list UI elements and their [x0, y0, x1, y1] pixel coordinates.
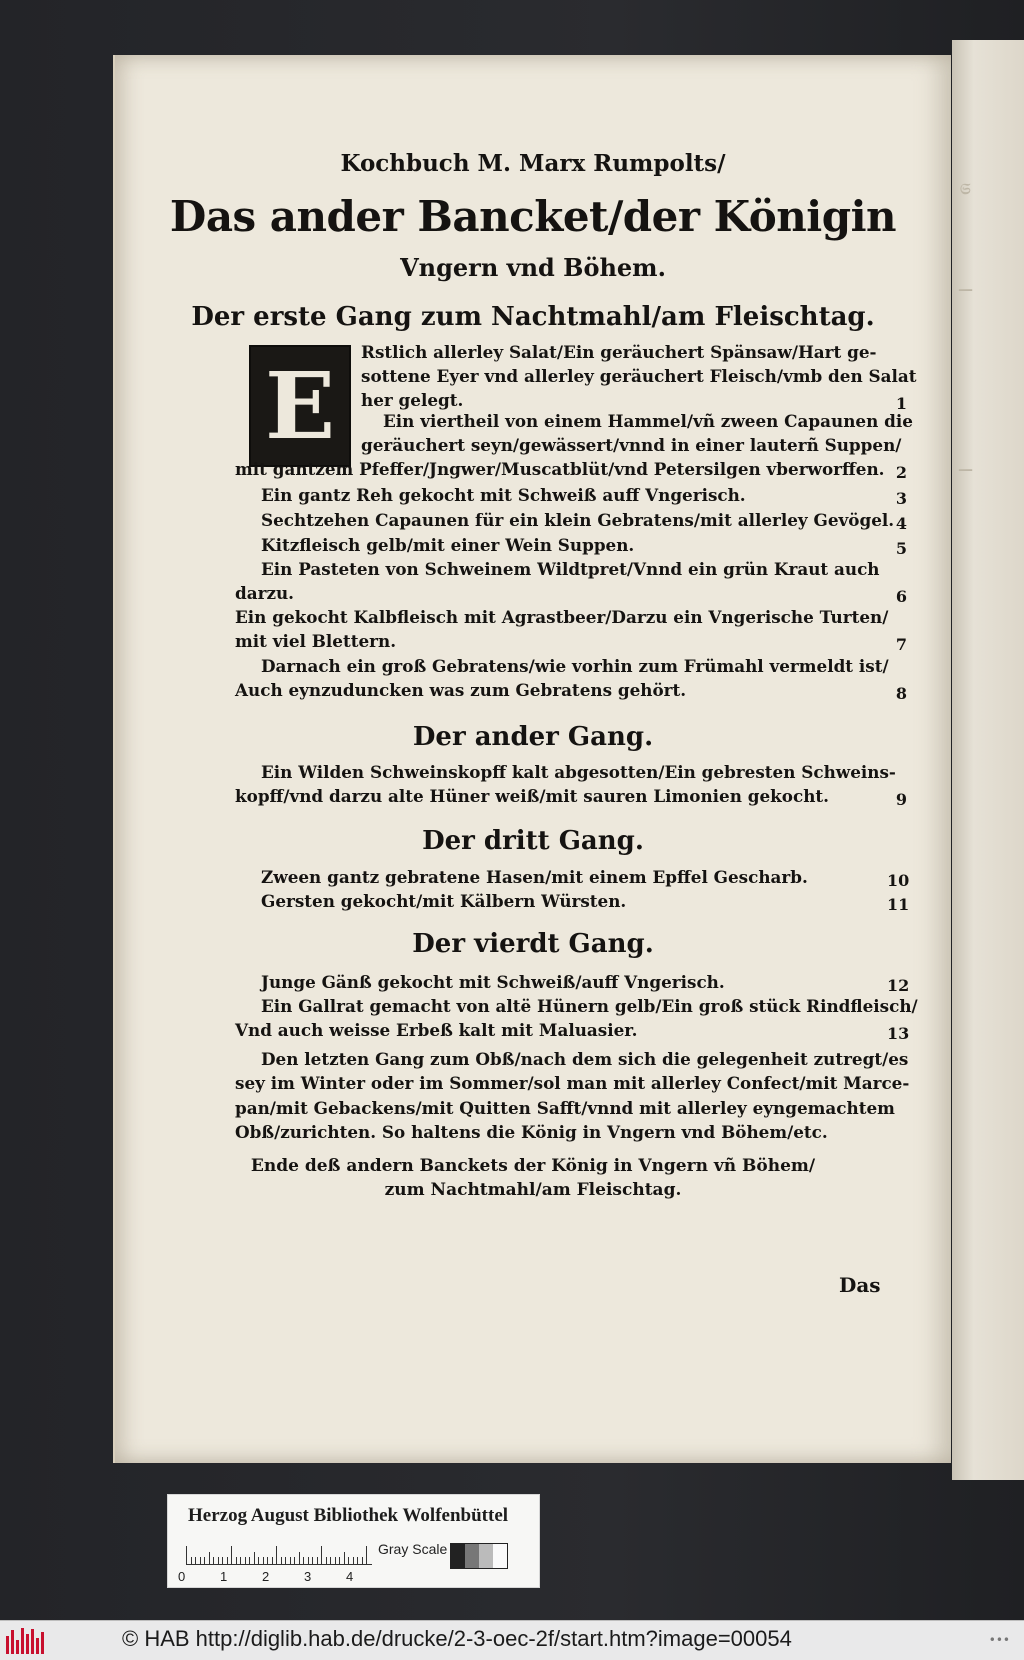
- course-heading-1: Der erste Gang zum Nachtmahl/am Fleischtag.: [191, 302, 875, 332]
- text-line: Kitzfleisch gelb/mit einer Wein Suppen.: [261, 535, 635, 555]
- ruler-tick: [299, 1552, 300, 1564]
- ruler-tick: [191, 1557, 192, 1564]
- ruler-tick: [312, 1557, 313, 1564]
- ruler-tick: [249, 1557, 250, 1564]
- dish-number: 2: [895, 463, 907, 482]
- text-line: Auch eynzuduncken was zum Gebratens gehört.: [235, 680, 687, 700]
- dish-number: 1: [895, 394, 907, 413]
- ruler-tick: [290, 1557, 291, 1564]
- text-line: Ein Gallrat gemacht von altë Hünern gelb/Ein groß stück Rindfleisch/: [261, 996, 918, 1016]
- more-icon[interactable]: •••: [988, 1633, 1010, 1647]
- text-line: Ein gekocht Kalbfleisch mit Agrastbeer/Darzu ein Vngerische Turten/: [235, 607, 889, 627]
- text-line: Gersten gekocht/mit Kälbern Würsten.: [261, 891, 627, 911]
- dish-number: 5: [895, 539, 907, 558]
- ruler-tick: [353, 1557, 354, 1564]
- ruler-number: 4: [346, 1569, 354, 1584]
- ruler-tick: [213, 1557, 214, 1564]
- ruler-tick: [272, 1557, 273, 1564]
- text-line: darzu.: [235, 583, 295, 603]
- text-line: sottene Eyer vnd allerley geräuchert Fleisch/vmb den Salat: [361, 366, 917, 386]
- ruler-number: 0: [178, 1569, 186, 1584]
- gray-scale-label: Gray Scale: [378, 1541, 448, 1557]
- ruler-tick: [335, 1557, 336, 1564]
- footer-bar: [0, 1620, 1024, 1660]
- ruler-tick: [326, 1557, 327, 1564]
- ruler-tick: [303, 1557, 304, 1564]
- ruler-tick: [209, 1552, 210, 1564]
- ruler-tick: [200, 1557, 201, 1564]
- ending-line: Ende deß andern Banckets der König in Vngern vñ Böhem/: [250, 1156, 816, 1176]
- text-line: Sechtzehen Capaunen für ein klein Gebratens/mit allerley Gevögel.: [261, 510, 895, 530]
- ruler-tick: [240, 1557, 241, 1564]
- text-line: Obß/zurichten. So haltens die König in Vngern vnd Böhem/etc.: [235, 1122, 828, 1142]
- text-line: Vnd auch weisse Erbeß kalt mit Maluasier.: [235, 1020, 638, 1040]
- dish-number: 12: [887, 976, 910, 995]
- ruler-tick: [231, 1546, 232, 1564]
- ruler-tick: [362, 1557, 363, 1564]
- ruler-number: 2: [262, 1569, 270, 1584]
- hab-logo-icon: [6, 1627, 46, 1654]
- dish-number: 7: [895, 635, 907, 654]
- text-line: Den letzten Gang zum Obß/nach dem sich die gelegenheit zutregt/es: [261, 1049, 909, 1069]
- ruler-tick: [254, 1552, 255, 1564]
- ruler-tick: [267, 1557, 268, 1564]
- ruler-tick: [281, 1557, 282, 1564]
- ruler-tick: [344, 1552, 345, 1564]
- dish-number: 10: [887, 871, 910, 890]
- initial-letter: E: [264, 352, 336, 460]
- text-line: Junge Gänß gekocht mit Schweiß/auff Vngerisch.: [261, 972, 725, 992]
- ruler-tick: [294, 1557, 295, 1564]
- course-heading-3: Der dritt Gang.: [422, 826, 644, 856]
- ruler-tick: [348, 1557, 349, 1564]
- ruler: [186, 1542, 372, 1565]
- dish-number: 9: [895, 790, 907, 809]
- ruler-number: 3: [304, 1569, 312, 1584]
- ruler-tick: [308, 1557, 309, 1564]
- course-heading-4: Der vierdt Gang.: [412, 929, 654, 959]
- ruler-tick: [258, 1557, 259, 1564]
- ruler-tick: [195, 1557, 196, 1564]
- text-line: Ein viertheil von einem Hammel/vñ zween Capaunen die: [383, 411, 913, 431]
- text-line: sey im Winter oder im Sommer/sol man mit allerley Confect/mit Marce-: [235, 1073, 910, 1093]
- text-line: kopff/vnd darzu alte Hüner weiß/mit sauren Limonien gekocht.: [235, 786, 829, 806]
- book-page: [113, 55, 951, 1463]
- ruler-tick: [263, 1557, 264, 1564]
- course-heading-2: Der ander Gang.: [412, 722, 654, 752]
- dish-number: 11: [887, 895, 910, 914]
- text-line: mit viel Blettern.: [235, 631, 397, 651]
- ruler-tick: [285, 1557, 286, 1564]
- ruler-tick: [276, 1546, 277, 1564]
- ending-line: zum Nachtmahl/am Fleischtag.: [384, 1180, 682, 1200]
- ruler-tick: [366, 1546, 367, 1564]
- text-line: Darnach ein groß Gebratens/wie vorhin zum Frümahl vermeldt ist/: [261, 656, 889, 676]
- text-line: Ein Wilden Schweinskopff kalt abgesotten/Ein gebresten Schweins-: [261, 762, 896, 782]
- text-line: pan/mit Gebackens/mit Quitten Safft/vnnd mit allerley eyngemachtem: [235, 1098, 895, 1118]
- ruler-tick: [339, 1557, 340, 1564]
- dish-number: 13: [887, 1024, 910, 1043]
- ruler-tick: [186, 1546, 187, 1564]
- text-line: Ein gantz Reh gekocht mit Schweiß auff Vngerisch.: [261, 485, 746, 505]
- running-header: Kochbuch M. Marx Rumpolts/: [340, 150, 726, 177]
- page-subtitle: Vngern vnd Böhem.: [400, 253, 666, 282]
- text-line: Zween gantz gebratene Hasen/mit einem Epffel Gescharb.: [261, 867, 808, 887]
- ruler-tick: [227, 1557, 228, 1564]
- ruler-number: 1: [220, 1569, 228, 1584]
- catchword: Das: [839, 1273, 881, 1297]
- ruler-tick: [245, 1557, 246, 1564]
- facing-page: 𝔖 — —: [952, 40, 1024, 1480]
- text-line: geräuchert seyn/gewässert/vnnd in einer lauterñ Suppen/: [361, 435, 902, 455]
- ruler-tick: [330, 1557, 331, 1564]
- ruler-tick: [236, 1557, 237, 1564]
- ruler-tick: [357, 1557, 358, 1564]
- ruler-tick: [321, 1546, 322, 1564]
- ruler-tick: [222, 1557, 223, 1564]
- footer-url[interactable]: © HAB http://diglib.hab.de/drucke/2-3-oec-2f/start.htm?image=00054: [122, 1626, 792, 1651]
- text-line: Ein Pasteten von Schweinem Wildtpret/Vnnd ein grün Kraut auch: [261, 559, 880, 579]
- dish-number: 8: [895, 684, 907, 703]
- dish-number: 3: [895, 489, 907, 508]
- decorated-initial: [249, 345, 351, 467]
- dish-number: 6: [895, 587, 907, 606]
- card-title: Herzog August Bibliothek Wolfenbüttel: [188, 1505, 509, 1526]
- ruler-tick: [218, 1557, 219, 1564]
- ruler-tick: [317, 1557, 318, 1564]
- page-title: Das ander Bancket/der Königin: [169, 192, 897, 241]
- text-line: her gelegt.: [361, 390, 464, 410]
- dish-number: 4: [895, 514, 907, 533]
- gray-scale-swatch: [450, 1543, 508, 1569]
- color-target-card: [167, 1494, 540, 1588]
- ruler-tick: [204, 1557, 205, 1564]
- text-line: Rstlich allerley Salat/Ein geräuchert Spänsaw/Hart ge-: [361, 342, 877, 362]
- text-line: mit gantzem Pfeffer/Jngwer/Muscatblüt/vnd Petersilgen vberworffen.: [235, 459, 885, 479]
